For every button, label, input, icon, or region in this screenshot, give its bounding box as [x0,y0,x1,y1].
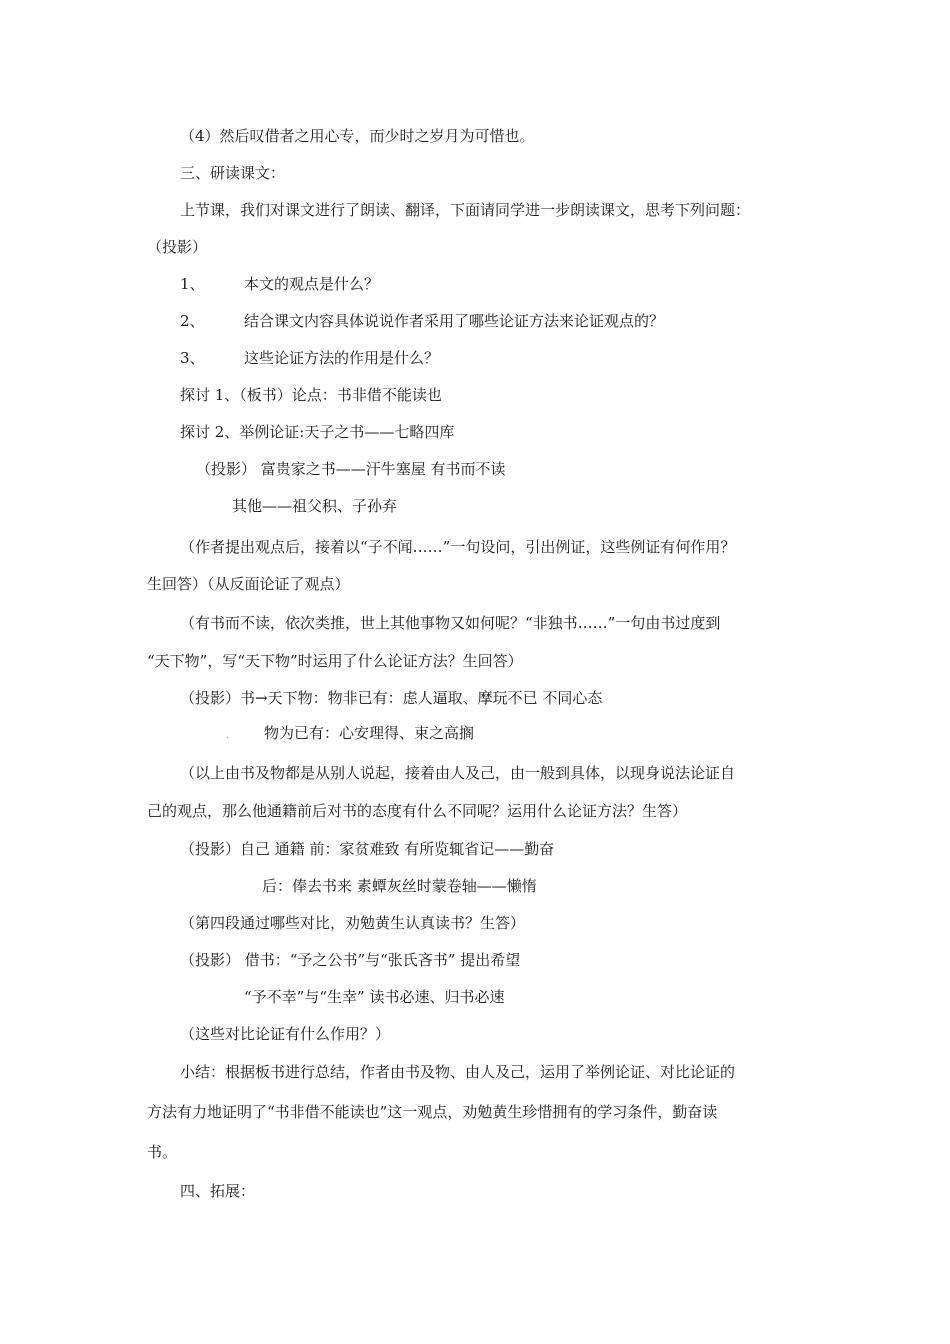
question-2-text: 结合课文内容具体说说作者采用了哪些论证方法来论证观点的？ [244,312,665,330]
projection-self-after: 后：俸去书来 素蟫灰丝时蒙卷轴——懒惰 [262,877,537,895]
section-heading-4: 四、拓展： [180,1182,256,1200]
projection-others: 其他——祖父积、子孙弃 [232,497,398,515]
discussion-1: 探讨 1、（板书）论点：书非借不能读也 [180,386,442,404]
intro-paragraph: 上节课，我们对课文进行了朗读、翻译，下面请同学进一步朗读课文，思考下列问题： [180,201,751,219]
commentary-1a: （作者提出观点后，接着以“子不闻……”一句设问，引出例证，这些例证有何作用？ [180,538,736,556]
projection-label: （投影） [147,238,208,256]
question-1-text: 本文的观点是什么？ [244,275,380,293]
commentary-2a: （有书而不读，依次类推，世上其他事物又如何呢？“非独书……”一句由书过度到 [180,614,721,632]
line-item-4: （4）然后叹借者之用心专，而少时之岁月为可惜也。 [180,127,535,145]
commentary-5: （这些对比论证有什么作用？） [180,1025,391,1043]
question-3-number: 3、 [180,349,205,367]
projection-fortune: “予不幸”与“生幸” 读书必速、归书必速 [244,988,505,1006]
summary-line-2: 方法有力地证明了“书非借不能读也”这一观点，劝勉黄生珍惜拥有的学习条件，勤奋读 [147,1103,718,1121]
projection-self-before: （投影）自己 通籍 前：家贫难致 有所览辄省记——勤奋 [180,840,555,858]
question-1-number: 1、 [180,275,205,293]
question-2-number: 2、 [180,312,205,330]
section-heading-3: 三、研读课文： [180,164,286,182]
projection-books-to-things: （投影）书→天下物：物非已有：虑人逼取、摩玩不已 不同心态 [180,689,603,707]
projection-borrowing: （投影） 借书：“予之公书”与“张氏吝书” 提出希望 [180,951,521,969]
question-3-text: 这些论证方法的作用是什么？ [244,349,440,367]
projection-rich-books: （投影） 富贵家之书——汗牛塞屋 有书而不读 [196,460,506,478]
summary-line-3: 书。 [147,1143,178,1161]
commentary-2b: “天下物”，写“天下物”时运用了什么论证方法？生回答） [147,652,523,670]
commentary-3b: 己的观点，那么他通籍前后对书的态度有什么不同呢？运用什么论证方法？生答） [147,802,688,820]
commentary-4: （第四段通过哪些对比，劝勉黄生认真读书？生答） [180,914,526,932]
marker-dot: . [226,730,230,741]
commentary-1b: 生回答）（从反面论证了观点） [147,575,350,593]
commentary-3a: （以上由书及物都是从别人说起，接着由人及己，由一般到具体，以现身说法论证自 [180,764,736,782]
summary-line-1: 小结：根据板书进行总结，作者由书及物、由人及己，运用了举例论证、对比论证的 [180,1063,736,1081]
projection-own-things: 物为已有：心安理得、束之高搁 [264,724,475,742]
discussion-2: 探讨 2、举例论证:天子之书——七略四库 [180,423,455,441]
